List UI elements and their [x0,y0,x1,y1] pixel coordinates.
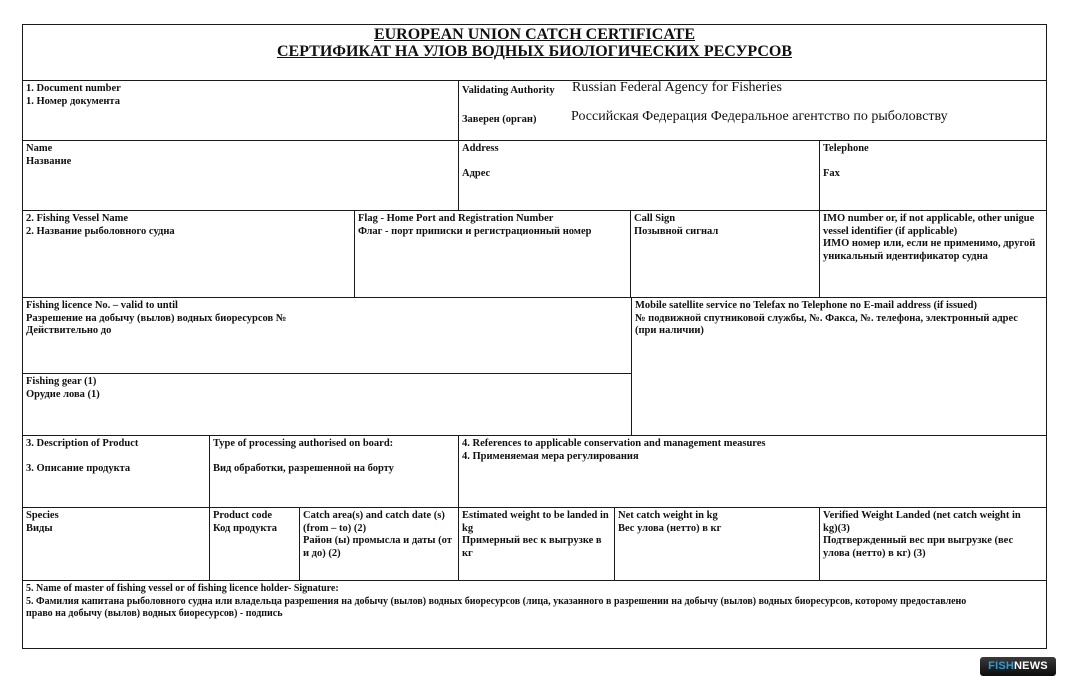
product-code-field[interactable] [209,507,300,581]
processing-label-en: Type of processing authorised on board: [213,438,394,449]
catch-area-label-en-2: (from – to) (2) [303,522,367,534]
verified-weight-field[interactable] [819,507,1047,581]
fax-label: Fax [823,167,840,179]
call-sign-label-en: Call Sign [634,213,676,224]
verified-weight-label-ru-2: улова (нетто) в кг) (3) [823,547,926,559]
name-field[interactable] [22,140,459,211]
estimated-weight-label-ru-1: Примерный вес к выгрузке в [462,535,602,546]
catch-area-label-ru-2: и до) (2) [303,547,341,559]
product-description-field[interactable] [22,435,210,508]
imo-number-field[interactable] [819,210,1047,298]
verified-weight-label-en-2: kg)(3) [823,522,850,534]
product-label-ru: 3. Описание продукта [26,462,131,474]
gear-label-en: Fishing gear (1) [26,376,97,387]
title-english: EUROPEAN UNION CATCH CERTIFICATE [373,26,696,43]
imo-label-en-2: vessel identifier (if applicable) [823,225,958,237]
vessel-name-field[interactable] [22,210,355,298]
licence-label-ru-2: Действительно до [26,325,112,336]
validating-authority-value-en: Russian Federal Agency for Fisheries [572,80,782,95]
product-code-label-en: Product code [213,510,273,521]
certificate-title [22,24,1047,81]
net-weight-label-ru: Вес улова (нетто) в кг [618,522,722,534]
imo-label-en-1: IMO number or, if not applicable, other unigue [823,213,1035,224]
call-sign-label-ru: Позывной сигнал [634,225,719,237]
measures-label-ru: 4. Применяемая мера регулирования [462,450,639,462]
estimated-weight-field[interactable] [458,507,615,581]
telephone-fax-field[interactable] [819,140,1047,211]
processing-label-ru: Вид обработки, разрешенной на борту [213,462,394,474]
name-label-en: Name [26,143,53,154]
measures-label-en: 4. References to applicable conservation and management measures [462,438,766,449]
mobile-satellite-service-field[interactable] [631,297,1047,436]
processing-type-field[interactable] [209,435,459,508]
licence-label-en: Fishing licence No. – valid to until [26,300,178,311]
net-catch-weight-field[interactable] [614,507,820,581]
verified-weight-label-ru-1: Подтвержденный вес при выгрузке (вес [823,535,1014,546]
validating-authority-label-en: Validating Authority [462,85,555,96]
logo-text-news: NEWS [1014,660,1048,672]
vessel-name-label-en: 2. Fishing Vessel Name [26,213,129,224]
catch-area-date-field[interactable] [299,507,459,581]
document-number-label-en: 1. Document number [26,83,121,94]
document-number-label-ru: 1. Номер документа [26,95,120,107]
flag-label-ru: Флаг - порт приписки и регистрационный номер [358,225,592,237]
species-label-en: Species [26,510,59,521]
name-label-ru: Название [26,155,72,167]
master-signature-field[interactable] [22,580,1047,649]
flag-label-en: Flag - Home Port and Registration Number [358,213,554,224]
validating-authority-field[interactable] [458,80,1047,141]
estimated-weight-label-ru-2: кг [462,547,473,559]
verified-weight-label-en-1: Verified Weight Landed (net catch weight in [823,510,1021,521]
conservation-measures-field[interactable] [458,435,1047,508]
address-field[interactable] [458,140,820,211]
estimated-weight-label-en-2: kg [462,522,474,534]
estimated-weight-label-en-1: Estimated weight to be landed in [462,510,609,521]
imo-label-ru-2: уникальный идентификатор судна [823,250,988,262]
master-label-ru-1: 5. Фамилия капитана рыболовного судна или владельца разрешения на добычу (вылов) водных биоресурсов (лица, указанного в разрешении на добычу (вылов) водных биоресурсов, которому предоставлено [26,595,967,607]
validating-authority-value-ru: Российская Федерация Федеральное агентство по рыболовству [571,109,948,124]
mobile-label-en: Mobile satellite service no Telefax no Telephone no E-mail address (if issued) [635,300,977,311]
address-label-en: Address [462,143,499,154]
call-sign-field[interactable] [630,210,820,298]
mobile-label-ru-2: (при наличии) [635,325,704,336]
gear-label-ru: Орудие лова (1) [26,388,100,400]
fishnews-logo [980,657,1056,676]
document-number-field[interactable] [22,80,459,141]
master-label-ru-2: право на добычу (вылов) водных биоресурсов) - подпись [26,608,283,619]
master-label-en: 5. Name of master of fishing vessel or of fishing licence holder- Signature: [26,583,339,594]
address-label-ru: Адрес [462,167,491,179]
telephone-label: Telephone [823,143,869,154]
catch-area-label-ru-1: Район (ы) промысла и даты (от [303,535,452,546]
catch-area-label-en-1: Catch area(s) and catch date (s) [303,510,445,521]
species-field[interactable] [22,507,210,581]
fishing-licence-field[interactable] [22,297,632,374]
imo-label-ru-1: ИМО номер или, если не применимо, другой [823,238,1036,249]
validating-authority-label-ru: Заверен (орган) [462,114,537,125]
mobile-label-ru-1: № подвижной спутниковой службы, №. Факса, №. телефона, электронный адрес [635,312,1018,324]
flag-port-registration-field[interactable] [354,210,631,298]
title-russian: СЕРТИФИКАТ НА УЛОВ ВОДНЫХ БИОЛОГИЧЕСКИХ РЕСУРСОВ [276,43,793,60]
species-label-ru: Виды [26,522,53,534]
licence-label-ru-1: Разрешение на добычу (вылов) водных биоресурсов № [26,312,287,324]
fishing-gear-field[interactable] [22,373,632,436]
product-code-label-ru: Код продукта [213,522,277,534]
logo-text-fish: FISH [988,660,1015,672]
product-label-en: 3. Description of Product [26,438,139,449]
vessel-name-label-ru: 2. Название рыболовного судна [26,225,175,237]
net-weight-label-en: Net catch weight in kg [618,510,718,521]
